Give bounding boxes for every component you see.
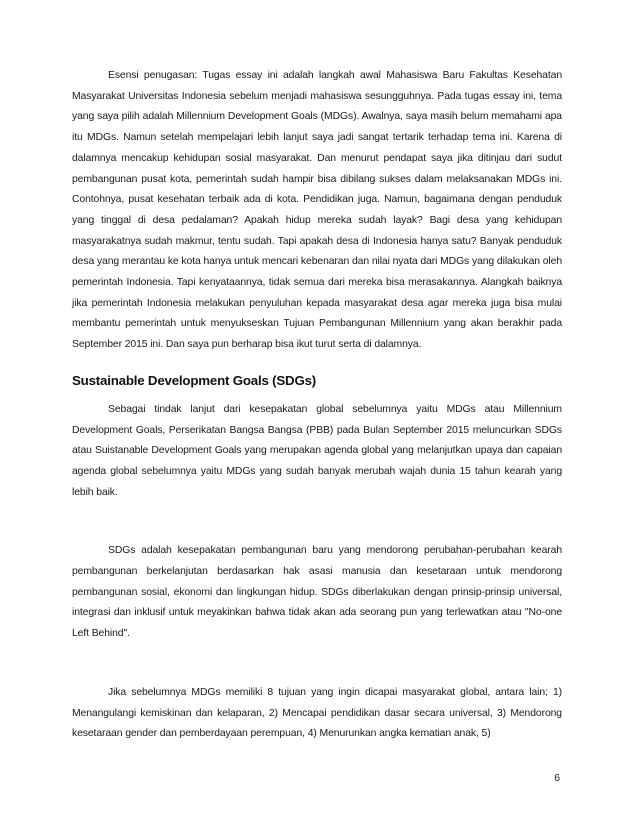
- spacer: [72, 356, 562, 364]
- paragraph-mdgs-goals: Jika sebelumnya MDGs memiliki 8 tujuan yang ingin dicapai masyarakat global, antara lain; 1) Menangulangi kemiskinan dan kelaparan, 2) Mencapai pendidikan dasar secara universal, 3) Mendorong kesetaraan gender dan pemberdayaan perempuan, 4) Menurunkan angka kematian anak, 5): [72, 686, 562, 740]
- page-number: 6: [554, 773, 560, 784]
- spacer: [72, 645, 562, 683]
- intro-paragraph: Esensi penugasan: Tugas essay ini adalah langkah awal Mahasiswa Baru Fakultas Kesehatan Masyarakat Universitas Indonesia sebelum menjadi mahasiswa sesungguhnya. Pada tugas essay ini, tema yang saya pilih adalah Millennium Development Goals (MDGs). Awalnya, saya masih belum memahami apa itu MDGs. Namun setelah mempelajari lebih lanjut saya jadi sangat tertarik terhadap tema ini. Karena di dalamnya mencakup kehidupan sosial masyarakat. Dan menurut pendapat saya jika ditinjau dari sudut pembangunan pusat kota, pemerintah sudah hampir bisa dibilang sukses dalam melaksanakan MDGs ini. Contohnya, pusat kesehatan terbaik ada di kota. Pendidikan juga. Namun, bagaimana dengan penduduk yang tinggal di desa pedalaman? Apakah hidup mereka sudah layak? Bagi desa yang kehidupan masyarakatnya sudah makmur, tentu sudah. Tapi apakah desa di Indonesia hanya satu? Banyak penduduk desa yang merantau ke kota hanya untuk mencari kebenaran dan nilai nyata dari MDGs yang dilakukan oleh pemerintah Indonesia. Tapi kenyataannya, tidak semua dari mereka bisa merasakannya. Alangkah baiknya jika pemerintah Indonesia melakukan penyuluhan kepada masyarakat desa agar mereka juga bisa mulai membantu pemerintah untuk menyukseskan Tujuan Pembangunan Millennium yang akan berakhir pada September 2015 ini. Dan saya pun berharap bisa ikut turut serta di dalamnya.: [72, 70, 562, 351]
- paragraph-sdgs-background: Sebagai tindak lanjut dari kesepakatan global sebelumnya yaitu MDGs atau Millennium Development Goals, Perserikatan Bangsa Bangsa (PBB) pada Bulan September 2015 meluncurkan SDGs atau Suistanable Development Goals yang merupakan agenda global yang melanjutkan upaya dan capaian agenda global sebelumnya yaitu MDGs yang sudah banyak merubah wajah dunia 15 tahun kearah yang lebih baik.: [72, 403, 562, 498]
- spacer: [72, 503, 562, 541]
- section-heading: Sustainable Development Goals (SDGs): [72, 372, 317, 388]
- page-content: [72, 66, 562, 745]
- paragraph-sdgs-definition: SDGs adalah kesepakatan pembangunan baru yang mendorong perubahan-perubahan kearah pembangunan berkelanjutan berdasarkan hak asasi manusia dan kesetaraan untuk mendorong pembangunan sosial, ekonomi dan lingkungan hidup. SDGs diberlakukan dengan prinsip-prinsip universal, integrasi dan inklusif untuk meyakinkan bahwa tidak akan ada seorang pun yang terlewatkan atau "No-one Left Behind".: [72, 545, 562, 640]
